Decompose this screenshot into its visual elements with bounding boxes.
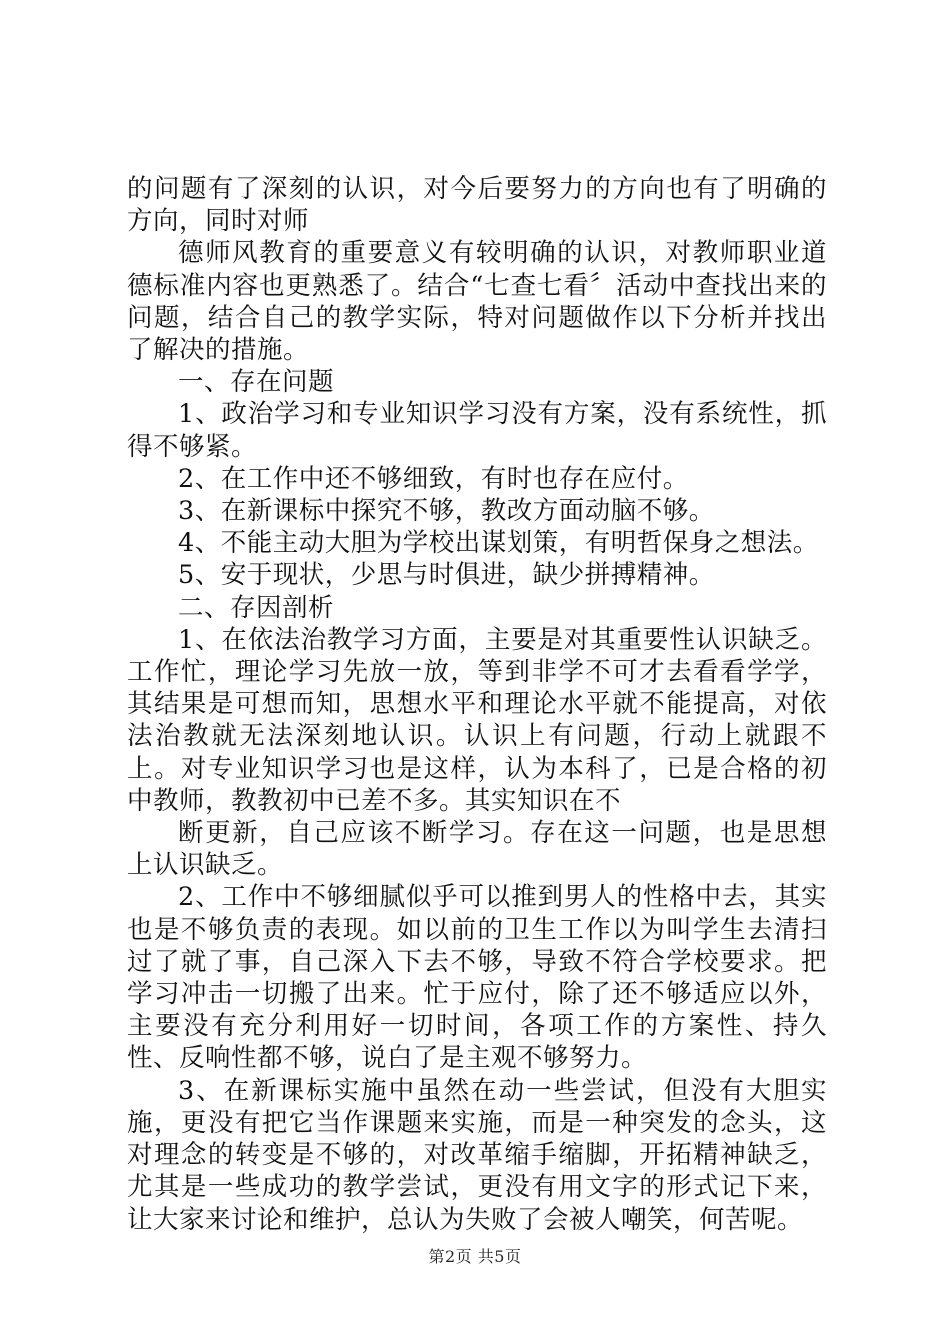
list-item: 3、在新课标中探究不够，教改方面动脑不够。 xyxy=(178,496,715,527)
section-heading: 二、存因剖析 xyxy=(178,592,335,623)
paragraph: 德师风教育的重要意义有较明确的认识，对教师职业道德标准内容也更熟悉了。结合“七查七看〞活动中查找出来的问题，结合自己的教学实际，特对问题做作以下分析并找出了解决的措施。 xyxy=(127,238,827,366)
page-number-footer: 第2页 共5页 xyxy=(428,1247,522,1266)
paragraph: 1、在依法治教学习方面，主要是对其重要性认识缺乏。工作忙，理论学习先放一放，等到非学不可才去看看学学，其结果是可想而知，思想水平和理论水平就不能提高，对依法治教就无法深刻地认识。认识上有问题，行动上就跟不上。对专业知识学习也是这样，认为本科了，已是合格的初中教师，教教初中已差不多。其实知识在不 xyxy=(127,624,827,816)
paragraph: 断更新，自己应该不断学习。存在这一问题，也是思想上认识缺乏。 xyxy=(127,818,827,881)
list-item: 4、不能主动大胆为学校出谋划策，有明哲保身之想法。 xyxy=(178,528,819,559)
paragraph: 2、工作中不够细腻似乎可以推到男人的性格中去，其实也是不够负责的表现。如以前的卫生工作以为叫学生去清扫过了就了事，自己深入下去不够，导致不符合学校要求。把学习冲击一切搬了出来。忙于应付，除了还不够适应以外，主要没有充分利用好一切时间，各项工作的方案性、持久性、反响性都不够，说白了是主观不够努力。 xyxy=(127,882,827,1074)
paragraph: 的问题有了深刻的认识，对今后要努力的方向也有了明确的方向，同时对师 xyxy=(127,174,827,237)
document-body xyxy=(127,173,827,1236)
list-item: 1、政治学习和专业知识学习没有方案，没有系统性，抓得不够紧。 xyxy=(127,399,827,462)
paragraph: 3、在新课标实施中虽然在动一些尝试，但没有大胆实施，更没有把它当作课题来实施，而是一种突发的念头，这对理念的转变是不够的，对改革缩手缩脚，开拓精神缺乏，尤其是一些成功的教学尝试，更没有用文字的形式记下来，让大家来讨论和维护，总认为失败了会被人嘲笑，何苦呢。 xyxy=(127,1075,827,1235)
list-item: 5、安于现状，少思与时俱进，缺少拼搏精神。 xyxy=(178,560,715,591)
section-heading: 一、存在问题 xyxy=(178,367,335,398)
list-item: 2、在工作中还不够细致，有时也存在应付。 xyxy=(178,463,689,494)
